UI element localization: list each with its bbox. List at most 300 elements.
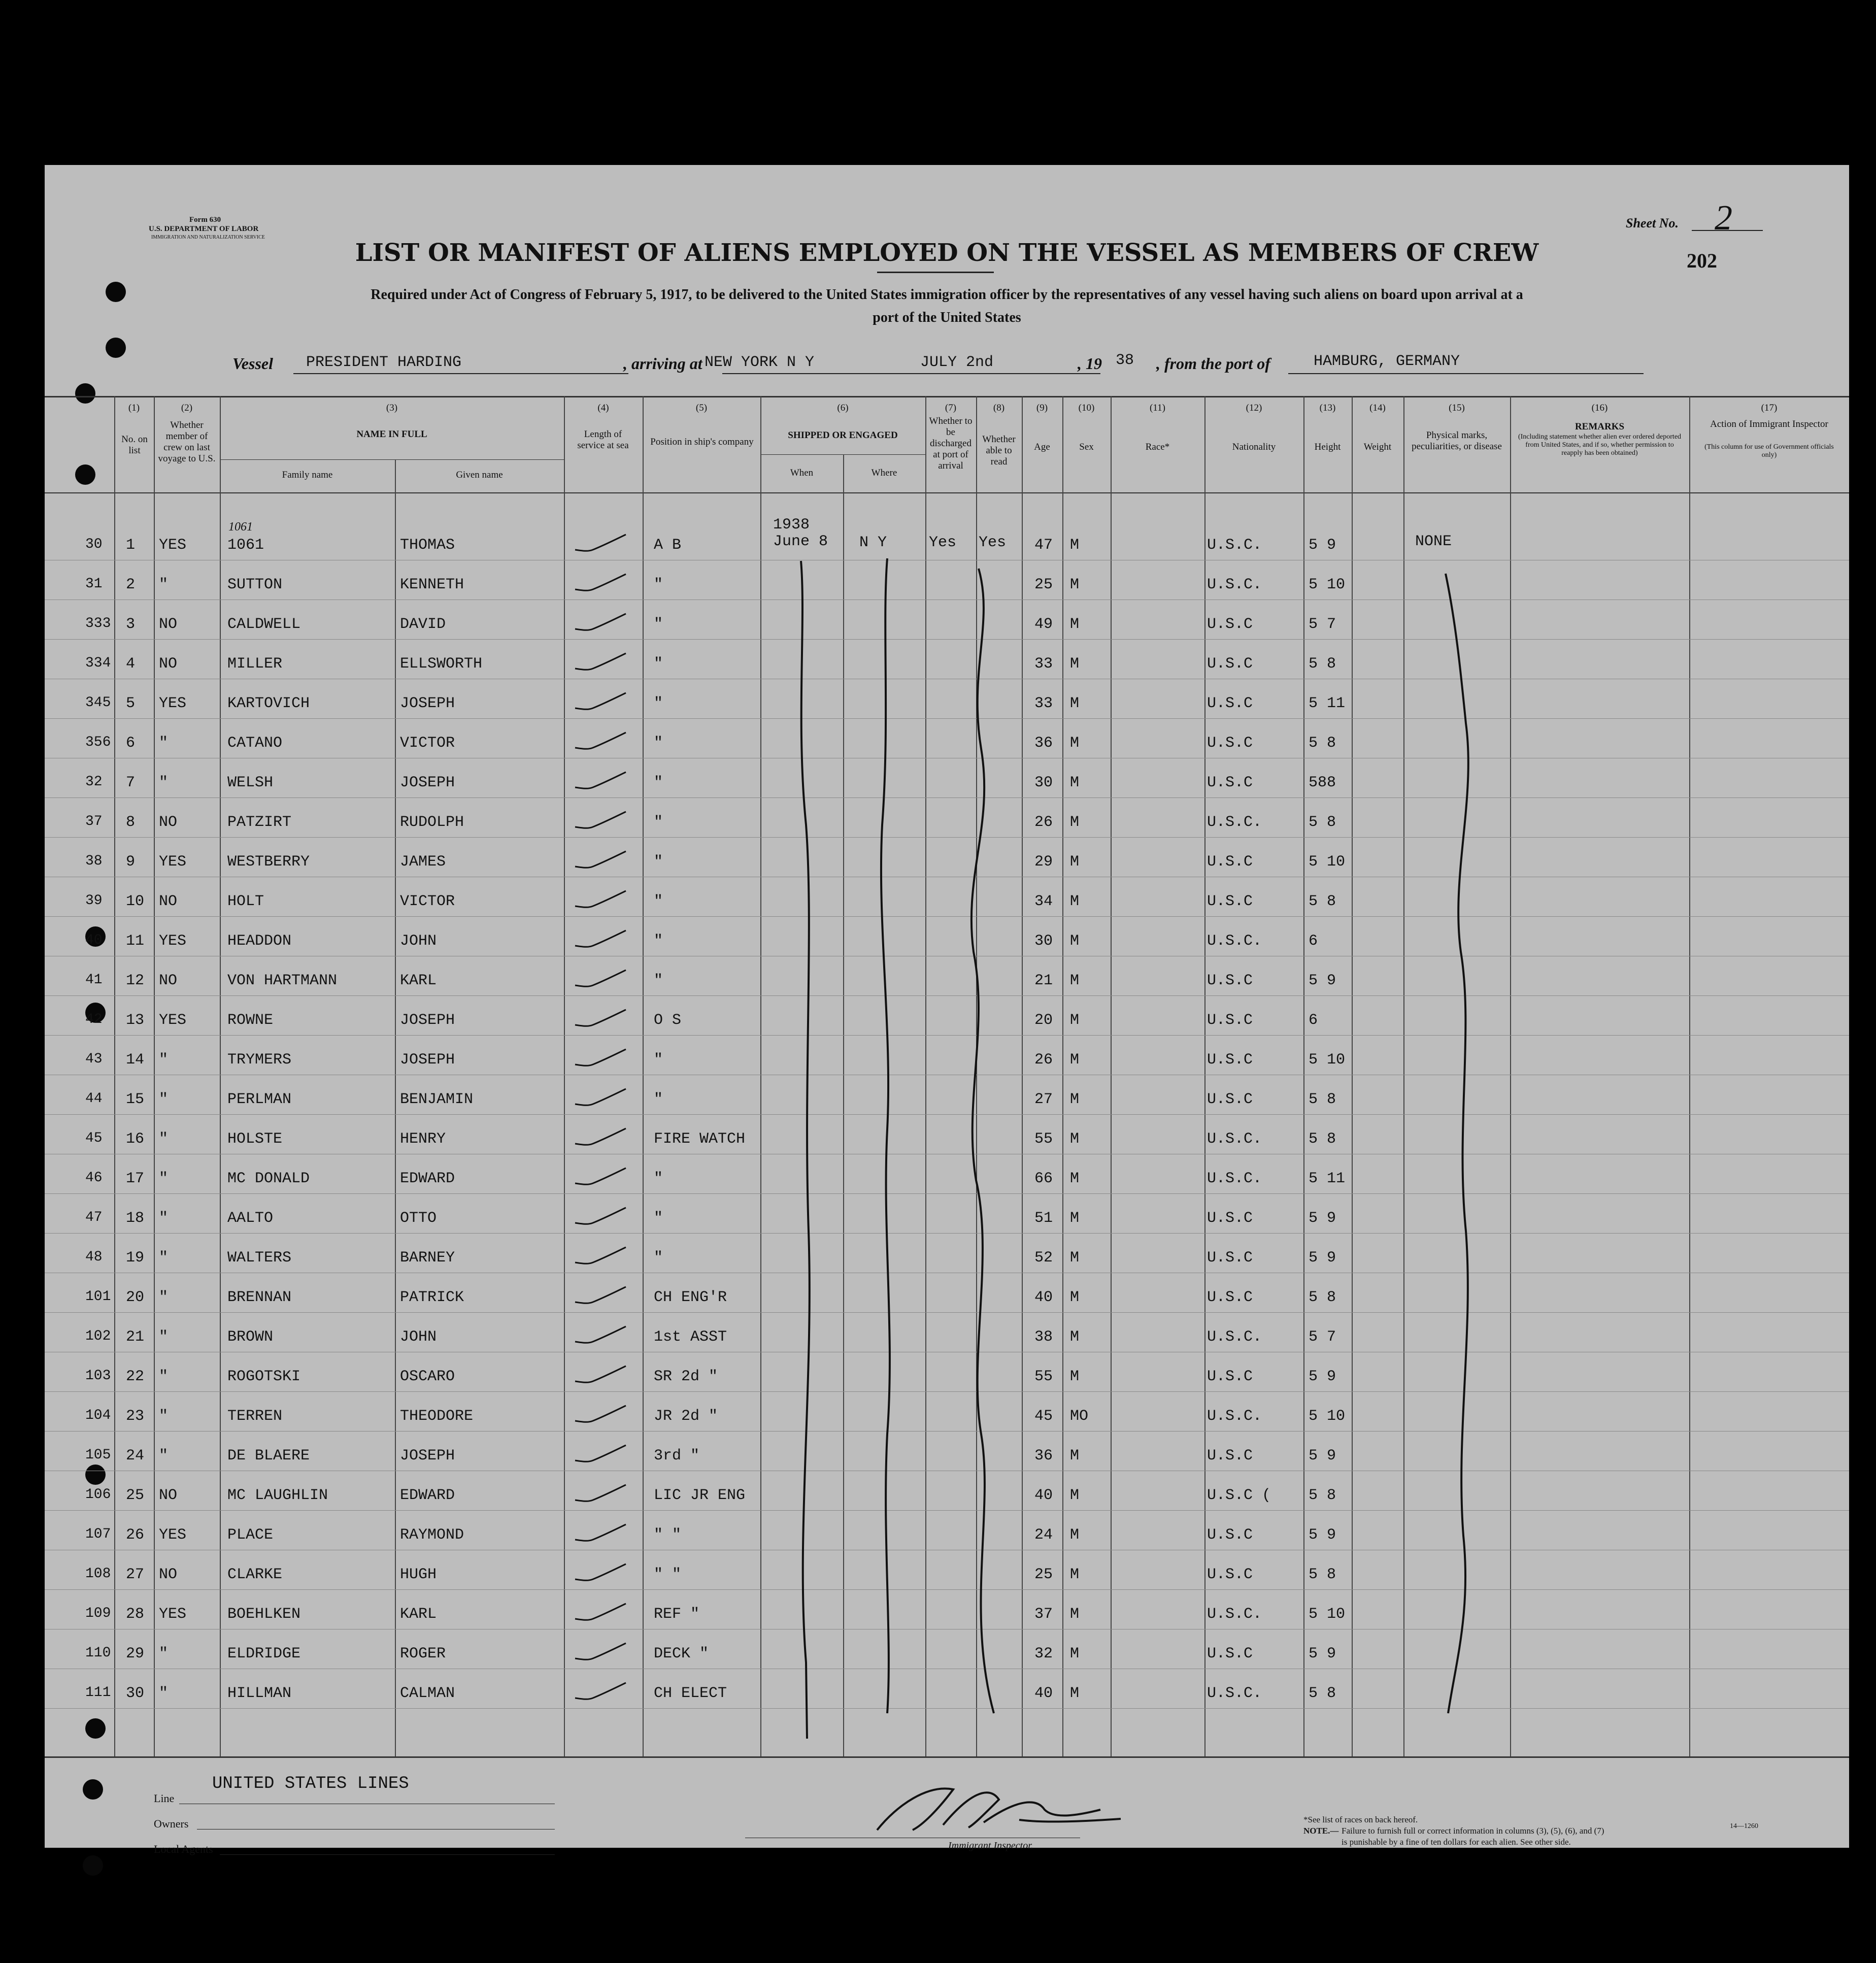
row-nationality: U.S.C ( — [1207, 1487, 1271, 1504]
row-position: LIC JR ENG — [654, 1487, 746, 1504]
row-sex: M — [1070, 655, 1080, 673]
col2-num: (2) — [181, 403, 193, 413]
row-given-name: RAYMOND — [400, 1526, 464, 1544]
row-age: 40 — [1034, 1289, 1053, 1306]
row-nationality: U.S.C. — [1207, 1685, 1262, 1702]
manifest-sheet — [45, 165, 1849, 1855]
row-position: " — [654, 655, 663, 673]
row-margin-number: 44 — [85, 1091, 103, 1107]
row-age: 37 — [1034, 1606, 1053, 1623]
vessel-name: PRESIDENT HARDING — [306, 354, 462, 371]
row-prev-voyage: NO — [159, 893, 178, 910]
row-prev-voyage: NO — [159, 814, 178, 831]
row-number: 23 — [126, 1408, 145, 1425]
row-nationality: U.S.C — [1207, 1447, 1253, 1465]
note-prefix: NOTE.— — [1303, 1826, 1339, 1836]
row-given-name: JOSEPH — [400, 1012, 455, 1029]
col3-family-header: Family name — [282, 470, 333, 480]
row-margin-number: 108 — [85, 1566, 111, 1582]
row-number: 18 — [126, 1210, 145, 1227]
row-prev-voyage: " — [159, 1091, 169, 1108]
col16-subheader: (Including statement whether alien ever ordered deported from United States, and if so, whether permission to reapply has been obtained) — [1518, 433, 1682, 457]
col7-header: Whether to be discharged at port of arrival — [929, 416, 973, 471]
row-height: 5 7 — [1309, 1328, 1336, 1346]
arrival-port: NEW YORK N Y — [705, 354, 815, 371]
row-family-name: HEADDON — [227, 933, 292, 950]
col13-num: (13) — [1319, 403, 1336, 413]
row-given-name: JOSEPH — [400, 695, 455, 712]
row-nationality: U.S.C. — [1207, 537, 1262, 554]
row-age: 66 — [1034, 1170, 1053, 1187]
row-margin-number: 47 — [85, 1210, 103, 1225]
col17-num: (17) — [1761, 403, 1778, 413]
row-age: 47 — [1034, 537, 1053, 554]
row-sex: M — [1070, 1487, 1080, 1504]
row-nationality: U.S.C — [1207, 1091, 1253, 1108]
row-number: 20 — [126, 1289, 145, 1306]
shipped-where: N Y — [859, 534, 887, 551]
row-nationality: U.S.C — [1207, 1289, 1253, 1306]
line-label: Line — [154, 1792, 175, 1805]
col16-header: REMARKS — [1574, 421, 1625, 432]
row-family-name: BRENNAN — [227, 1289, 292, 1306]
row-given-name: KARL — [400, 1606, 437, 1623]
col17-header: Action of Immigrant Inspector — [1710, 419, 1828, 429]
row-given-name: HUGH — [400, 1566, 437, 1583]
local-agents-underline — [220, 1854, 555, 1855]
row-number: 22 — [126, 1368, 145, 1385]
row-number: 24 — [126, 1447, 145, 1465]
row-age: 33 — [1034, 655, 1053, 673]
row-prev-voyage: YES — [159, 537, 187, 554]
row-family-name: 1061 — [227, 537, 264, 554]
row-number: 15 — [126, 1091, 145, 1108]
row-margin-number: 41 — [85, 972, 103, 988]
row-number: 10 — [126, 893, 145, 910]
arrival-year: 38 — [1116, 352, 1134, 369]
row-prev-voyage: " — [159, 1170, 169, 1187]
row-margin-number: 106 — [85, 1487, 111, 1503]
row-number: 28 — [126, 1606, 145, 1623]
row-sex: M — [1070, 735, 1080, 752]
row-nationality: U.S.C. — [1207, 814, 1262, 831]
row-given-name: JOSEPH — [400, 774, 455, 791]
row-number: 17 — [126, 1170, 145, 1187]
row-sex: M — [1070, 893, 1080, 910]
sheet-label: Sheet No. — [1626, 216, 1679, 230]
row-height: 5 9 — [1309, 1368, 1336, 1385]
row-margin-number: 101 — [85, 1289, 111, 1305]
row-age: 49 — [1034, 616, 1053, 633]
row-given-name: VICTOR — [400, 735, 455, 752]
row-number: 27 — [126, 1566, 145, 1583]
row-height: 5 9 — [1309, 972, 1336, 989]
row-height: 5 8 — [1309, 1130, 1336, 1148]
shipped-date: June 8 — [773, 533, 828, 550]
row-given-name: BENJAMIN — [400, 1091, 474, 1108]
row-nationality: U.S.C. — [1207, 1408, 1262, 1425]
local-agents-label: Local Agents — [154, 1843, 213, 1855]
row-given-name: EDWARD — [400, 1170, 455, 1187]
row-nationality: U.S.C — [1207, 735, 1253, 752]
row-prev-voyage: " — [159, 1051, 169, 1069]
row-position: " — [654, 814, 663, 831]
row-given-name: OTTO — [400, 1210, 437, 1227]
row-margin-number: 32 — [85, 774, 103, 790]
line-value: UNITED STATES LINES — [212, 1774, 409, 1793]
col12-num: (12) — [1246, 403, 1262, 413]
col8-header: Whether able to read — [982, 434, 1016, 467]
row-height: 588 — [1309, 774, 1336, 791]
read-value: Yes — [979, 534, 1007, 551]
row-position: " — [654, 774, 663, 791]
col3-num: (3) — [386, 403, 398, 413]
row-position: 3rd " — [654, 1447, 700, 1465]
row-age: 55 — [1034, 1368, 1053, 1385]
col8-num: (8) — [993, 403, 1005, 413]
row-margin-number: 110 — [85, 1645, 111, 1661]
row-family-name: BOEHLKEN — [227, 1606, 301, 1623]
row-prev-voyage: " — [159, 1645, 169, 1662]
vessel-label: Vessel — [232, 354, 273, 373]
row-sex: M — [1070, 1526, 1080, 1544]
row-margin-number: 333 — [85, 616, 111, 631]
row-prev-voyage: " — [159, 576, 169, 593]
punch-hole — [83, 1855, 103, 1876]
row-sex: M — [1070, 1289, 1080, 1306]
row-nationality: U.S.C — [1207, 655, 1253, 673]
row-prev-voyage: " — [159, 1685, 169, 1702]
row-number: 7 — [126, 774, 136, 791]
from-port-label: , from the port of — [1156, 354, 1270, 373]
row-nationality: U.S.C. — [1207, 1328, 1262, 1346]
row-age: 29 — [1034, 853, 1053, 871]
row-age: 26 — [1034, 1051, 1053, 1069]
row-position: CH ELECT — [654, 1685, 727, 1702]
col7-num: (7) — [945, 403, 957, 413]
row-family-name: SUTTON — [227, 576, 283, 593]
row-family-name: BROWN — [227, 1328, 274, 1346]
row-age: 55 — [1034, 1130, 1053, 1148]
row-given-name: JAMES — [400, 853, 446, 871]
row-given-name: JOSEPH — [400, 1051, 455, 1069]
row-height: 5 9 — [1309, 537, 1336, 554]
row-height: 6 — [1309, 1012, 1318, 1029]
row-given-name: THEODORE — [400, 1408, 474, 1425]
row-sex: M — [1070, 1368, 1080, 1385]
row-position: " — [654, 1091, 663, 1108]
row-margin-number: 345 — [85, 695, 111, 711]
row-height: 5 8 — [1309, 1487, 1336, 1504]
row-prev-voyage: NO — [159, 1566, 178, 1583]
row-position: " — [654, 1170, 663, 1187]
col4-num: (4) — [597, 403, 609, 413]
row-number: 14 — [126, 1051, 145, 1069]
row-margin-number: 43 — [85, 1051, 103, 1067]
col17-subheader: (This column for use of Government officials only) — [1704, 443, 1834, 459]
row-age: 24 — [1034, 1526, 1053, 1544]
row-given-name: THOMAS — [400, 537, 455, 554]
row-number: 29 — [126, 1645, 145, 1662]
arriving-label: , arriving at — [623, 354, 702, 373]
row-height: 5 8 — [1309, 893, 1336, 910]
row-height: 5 8 — [1309, 735, 1336, 752]
row-age: 25 — [1034, 1566, 1053, 1583]
row-nationality: U.S.C — [1207, 853, 1253, 871]
row-number: 5 — [126, 695, 136, 712]
col6-where-header: Where — [871, 468, 897, 478]
row-height: 5 10 — [1309, 1606, 1346, 1623]
note-line-1: Failure to furnish full or correct information in columns (3), (5), (6), and (7) — [1342, 1826, 1604, 1836]
row-nationality: U.S.C — [1207, 972, 1253, 989]
year-prefix: , 19 — [1078, 354, 1102, 373]
departure-port: HAMBURG, GERMANY — [1314, 353, 1460, 370]
row-given-name: EDWARD — [400, 1487, 455, 1504]
row-family-name: WELSH — [227, 774, 274, 791]
row-position: " — [654, 1051, 663, 1069]
row-given-name: BARNEY — [400, 1249, 455, 1267]
row-sex: M — [1070, 1328, 1080, 1346]
row-sex: M — [1070, 972, 1080, 989]
col14-num: (14) — [1369, 403, 1386, 413]
shipped-year: 1938 — [773, 516, 810, 534]
row-prev-voyage: YES — [159, 853, 187, 871]
row-number: 9 — [126, 853, 136, 871]
row-nationality: U.S.C — [1207, 1051, 1253, 1069]
row-margin-number: 334 — [85, 655, 111, 671]
col13-header: Height — [1314, 442, 1341, 452]
row-family-name: HOLSTE — [227, 1130, 283, 1148]
row-sex: M — [1070, 1685, 1080, 1702]
row-position: DECK " — [654, 1645, 709, 1662]
row-sex: M — [1070, 1645, 1080, 1662]
row-family-name: WALTERS — [227, 1249, 292, 1267]
inspector-label: Immigrant Inspector. — [948, 1840, 1033, 1851]
row-prev-voyage: NO — [159, 972, 178, 989]
subtitle-line-2: port of the United States — [873, 310, 1021, 325]
row-age: 40 — [1034, 1487, 1053, 1504]
row-margin-number: 356 — [85, 735, 111, 750]
col3-given-header: Given name — [456, 470, 503, 480]
row-nationality: U.S.C — [1207, 1566, 1253, 1583]
row-sex: M — [1070, 695, 1080, 712]
row-margin-number: 31 — [85, 576, 103, 592]
department-name: U.S. DEPARTMENT OF LABOR — [149, 225, 259, 233]
row-number: 4 — [126, 655, 136, 673]
col10-num: (10) — [1078, 403, 1095, 413]
row-sex: M — [1070, 1130, 1080, 1148]
row-number: 8 — [126, 814, 136, 831]
row-number: 11 — [126, 933, 145, 950]
row-given-name: KARL — [400, 972, 437, 989]
row-prev-voyage: " — [159, 1368, 169, 1385]
row-height: 6 — [1309, 933, 1318, 950]
row-position: " — [654, 933, 663, 950]
sheet-number: 2 — [1715, 198, 1732, 238]
row-family-name: ROWNE — [227, 1012, 274, 1029]
row-position: " — [654, 735, 663, 752]
row-margin-number: 37 — [85, 814, 103, 829]
row-nationality: U.S.C. — [1207, 1170, 1262, 1187]
row-position: " — [654, 893, 663, 910]
row-height: 5 8 — [1309, 1566, 1336, 1583]
row-position: " — [654, 1210, 663, 1227]
row-age: 25 — [1034, 576, 1053, 593]
row-sex: M — [1070, 576, 1080, 593]
races-note: *See list of races on back hereof. — [1303, 1815, 1418, 1824]
row-age: 33 — [1034, 695, 1053, 712]
row-family-name: PERLMAN — [227, 1091, 292, 1108]
row-height: 5 11 — [1309, 1170, 1346, 1187]
row-sex: M — [1070, 1170, 1080, 1187]
row-height: 5 9 — [1309, 1210, 1336, 1227]
row-height: 5 9 — [1309, 1249, 1336, 1267]
row-margin-number: 48 — [85, 1249, 103, 1265]
row-margin-number: 111 — [85, 1685, 111, 1701]
row-position: CH ENG'R — [654, 1289, 727, 1306]
row-family-name: ELDRIDGE — [227, 1645, 301, 1662]
row-age: 40 — [1034, 1685, 1053, 1702]
row-height: 5 9 — [1309, 1645, 1336, 1662]
row-number: 16 — [126, 1130, 145, 1148]
row-margin-number: 109 — [85, 1606, 111, 1621]
row-number: 6 — [126, 735, 136, 752]
row-position: A B — [654, 537, 682, 554]
row-position: " — [654, 695, 663, 712]
row-prev-voyage: " — [159, 1249, 169, 1267]
row-family-name: CLARKE — [227, 1566, 283, 1583]
row-sex: MO — [1070, 1408, 1089, 1425]
row-number: 30 — [126, 1685, 145, 1702]
row-height: 5 8 — [1309, 1289, 1336, 1306]
row-prev-voyage: YES — [159, 1526, 187, 1544]
ditto-marks — [45, 165, 1849, 1848]
row-margin-number: 45 — [85, 1130, 103, 1146]
row-nationality: U.S.C. — [1207, 1130, 1262, 1148]
row-height: 5 8 — [1309, 655, 1336, 673]
row-sex: M — [1070, 1091, 1080, 1108]
row-given-name: OSCARO — [400, 1368, 455, 1385]
row-number: 13 — [126, 1012, 145, 1029]
row-position: " — [654, 853, 663, 871]
note-line-2: is punishable by a fine of ten dollars for each alien. See other side. — [1342, 1837, 1571, 1847]
handwritten-family-number: 1061 — [228, 520, 253, 534]
row-nationality: U.S.C — [1207, 695, 1253, 712]
row-prev-voyage: " — [159, 1210, 169, 1227]
row-family-name: DE BLAERE — [227, 1447, 310, 1465]
row-height: 5 11 — [1309, 695, 1346, 712]
row-family-name: MILLER — [227, 655, 283, 673]
row-sex: M — [1070, 616, 1080, 633]
row-given-name: JOHN — [400, 1328, 437, 1346]
row-age: 36 — [1034, 735, 1053, 752]
row-age: 34 — [1034, 893, 1053, 910]
row-position: " — [654, 1249, 663, 1267]
col6-when-header: When — [790, 468, 814, 478]
row-family-name: HOLT — [227, 893, 264, 910]
row-family-name: VON HARTMANN — [227, 972, 338, 989]
row-family-name: PLACE — [227, 1526, 274, 1544]
row-given-name: ELLSWORTH — [400, 655, 483, 673]
col1-header: No. on list — [121, 434, 148, 456]
col10-header: Sex — [1079, 442, 1094, 452]
service-name: IMMIGRATION AND NATURALIZATION SERVICE — [151, 235, 265, 240]
row-given-name: CALMAN — [400, 1685, 455, 1702]
row-number: 12 — [126, 972, 145, 989]
row-sex: M — [1070, 1210, 1080, 1227]
row-age: 52 — [1034, 1249, 1053, 1267]
row-height: 5 9 — [1309, 1447, 1336, 1465]
row-position: " — [654, 576, 663, 593]
row-nationality: U.S.C. — [1207, 576, 1262, 593]
row-height: 5 8 — [1309, 1685, 1336, 1702]
row-age: 21 — [1034, 972, 1053, 989]
owners-label: Owners — [154, 1817, 189, 1830]
row-given-name: KENNETH — [400, 576, 464, 593]
row-number: 26 — [126, 1526, 145, 1544]
row-sex: M — [1070, 1447, 1080, 1465]
row-number: 2 — [126, 576, 136, 593]
row-margin-number: 39 — [85, 893, 103, 909]
row-age: 20 — [1034, 1012, 1053, 1029]
row-prev-voyage: YES — [159, 695, 187, 712]
page-title: LIST OR MANIFEST OF ALIENS EMPLOYED ON THE VESSEL AS MEMBERS OF CREW — [355, 239, 1539, 267]
row-margin-number: 42 — [85, 1012, 103, 1027]
row-prev-voyage: " — [159, 1328, 169, 1346]
row-margin-number: 103 — [85, 1368, 111, 1384]
row-family-name: CATANO — [227, 735, 283, 752]
row-margin-number: 38 — [85, 853, 103, 869]
row-height: 5 10 — [1309, 853, 1346, 871]
row-nationality: U.S.C — [1207, 1210, 1253, 1227]
row-sex: M — [1070, 1606, 1080, 1623]
col2-header: Whether member of crew on last voyage to U.S. — [158, 420, 216, 464]
row-sex: M — [1070, 1249, 1080, 1267]
col5-header: Position in ship's company — [650, 437, 754, 447]
col11-header: Race* — [1145, 442, 1170, 452]
row-family-name: PATZIRT — [227, 814, 292, 831]
row-given-name: JOSEPH — [400, 1447, 455, 1465]
row-age: 30 — [1034, 933, 1053, 950]
col6-header: SHIPPED OR ENGAGED — [788, 430, 898, 441]
row-height: 5 7 — [1309, 616, 1336, 633]
col3-header: NAME IN FULL — [356, 429, 427, 440]
row-age: 51 — [1034, 1210, 1053, 1227]
col11-num: (11) — [1150, 403, 1165, 413]
row-position: O S — [654, 1012, 682, 1029]
row-prev-voyage: NO — [159, 1487, 178, 1504]
row-family-name: ROGOTSKI — [227, 1368, 301, 1385]
row-family-name: MC LAUGHLIN — [227, 1487, 328, 1504]
row-nationality: U.S.C — [1207, 616, 1253, 633]
row-given-name: HENRY — [400, 1130, 446, 1148]
row-margin-number: 46 — [85, 1170, 103, 1186]
row-nationality: U.S.C. — [1207, 1606, 1262, 1623]
form-number: Form 630 — [189, 216, 221, 224]
row-given-name: PATRICK — [400, 1289, 464, 1306]
row-prev-voyage: " — [159, 774, 169, 791]
row-nationality: U.S.C. — [1207, 933, 1262, 950]
row-prev-voyage: YES — [159, 1606, 187, 1623]
row-given-name: JOHN — [400, 933, 437, 950]
arrival-date: JULY 2nd — [920, 354, 994, 371]
col12-header: Nationality — [1232, 442, 1276, 452]
row-number: 21 — [126, 1328, 145, 1346]
col14-header: Weight — [1363, 442, 1392, 452]
row-family-name: TERREN — [227, 1408, 283, 1425]
row-number: 25 — [126, 1487, 145, 1504]
row-nationality: U.S.C — [1207, 1645, 1253, 1662]
